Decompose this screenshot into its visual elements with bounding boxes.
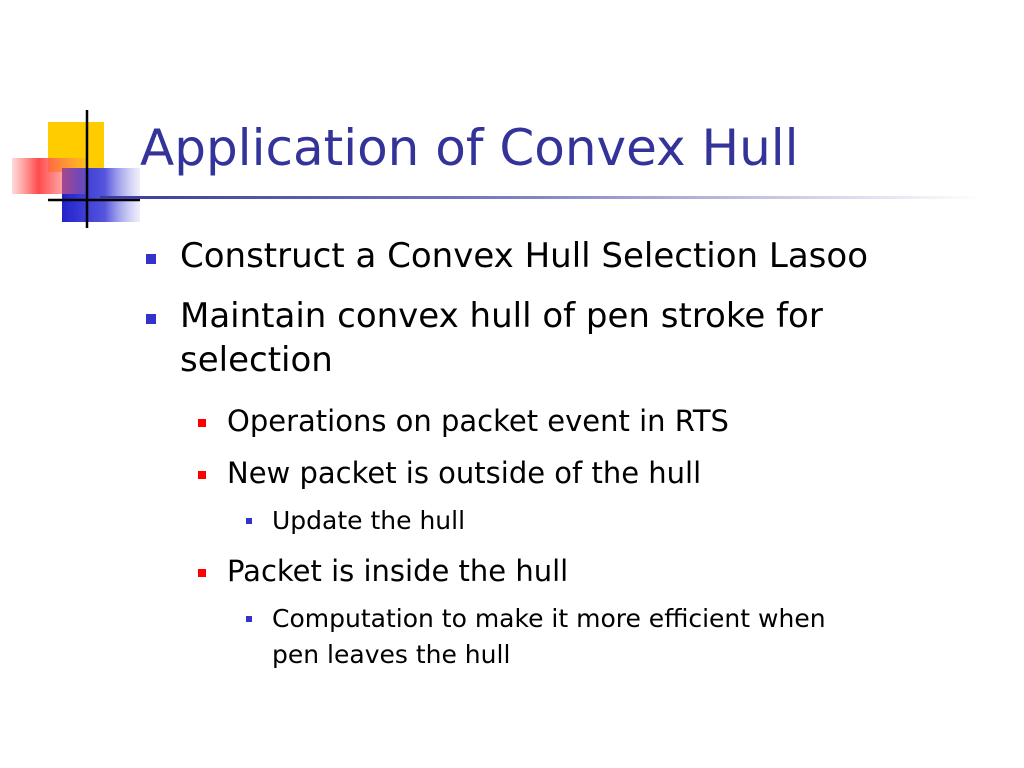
sub-bullet-text: Operations on packet event in RTS [227,404,729,438]
bullet-text: Construct a Convex Hull Selection Lasoo [180,236,869,276]
bullet-text-line-1: Maintain convex hull of pen stroke for [180,296,823,336]
title-underline [100,196,980,199]
sub-sub-bullet-text-line-1: Computation to make it more efficient when [272,604,826,633]
sub-sub-bullet-item-1 [272,503,465,539]
square-bullet-icon [246,518,252,524]
square-bullet-icon [198,419,206,427]
bullet-text-line-2: selection [180,340,333,380]
corner-decoration [0,0,160,240]
bullet-item-2 [180,294,823,382]
sub-bullet-text: New packet is outside of the hull [227,456,702,490]
square-bullet-icon [198,471,206,479]
sub-bullet-item-3 [227,552,568,590]
slide-title: Application of Convex Hull [140,119,799,177]
square-bullet-icon [146,314,156,324]
sub-bullet-item-1 [227,402,729,440]
sub-sub-bullet-item-2 [272,601,826,673]
square-bullet-icon [146,254,156,264]
square-bullet-icon [246,616,252,622]
bullet-item-1 [180,234,868,278]
sub-bullet-item-2 [227,454,701,492]
sub-bullet-text: Packet is inside the hull [227,554,569,588]
sub-sub-bullet-text: Update the hull [272,506,466,535]
sub-sub-bullet-text-line-2: pen leaves the hull [272,640,511,669]
square-bullet-icon [198,569,206,577]
red-bar [12,158,88,194]
